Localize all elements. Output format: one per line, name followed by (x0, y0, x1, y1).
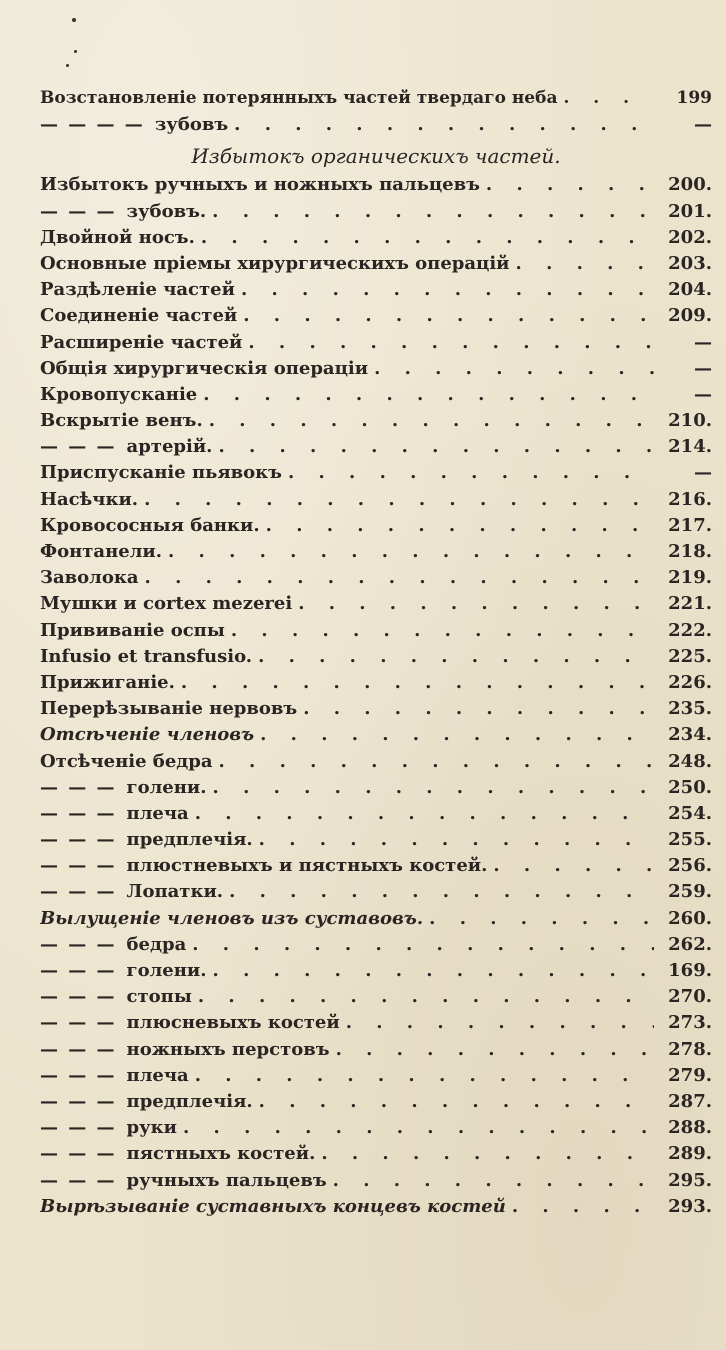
toc-page-number: 279. (668, 1064, 712, 1086)
toc-entry-title: Приспусканіе пьявокъ (40, 462, 282, 484)
toc-entry (40, 620, 712, 646)
ditto-dashes: — — — (40, 776, 117, 798)
toc-entry-title: ножныхъ перстовъ (126, 1038, 330, 1060)
toc-entry (40, 436, 712, 462)
toc-page-number: 254. (668, 802, 712, 824)
ditto-dashes: — — — (40, 436, 117, 458)
toc-entry-title: Лопатки. (126, 881, 224, 903)
toc-entry-title: артерій. (126, 436, 213, 458)
leader-dots (258, 646, 654, 667)
leader-dots (231, 620, 654, 641)
toc-page-number: 210. (668, 410, 712, 432)
leader-dots (219, 751, 654, 772)
ditto-dashes: — — — (40, 1012, 117, 1034)
ditto-dashes: — — — (40, 1117, 117, 1139)
toc-page-number: 202. (668, 226, 712, 248)
toc-page-number: 217. (668, 514, 712, 536)
leader-dots (195, 1065, 654, 1086)
ditto-dashes: — — — (40, 1038, 117, 1060)
toc-entry-title: стопы (126, 986, 192, 1008)
toc-entry-title: ручныхъ пальцевъ (126, 1169, 327, 1191)
toc-entry (40, 672, 712, 698)
leader-dots (181, 672, 654, 693)
toc-page-number: — (694, 462, 712, 484)
toc-page-number: 289. (668, 1143, 712, 1165)
toc-entry (40, 855, 712, 881)
leader-dots (234, 114, 654, 135)
toc-page-number: 209. (668, 305, 712, 327)
toc-entry-title: руки (126, 1117, 178, 1139)
toc-entry-title: Расширеніе частей (40, 331, 243, 353)
toc-entry (40, 174, 712, 200)
section-heading-text: Избытокъ органическихъ частей. (191, 144, 561, 169)
toc-entry (40, 646, 712, 672)
toc-entry (40, 881, 712, 907)
leader-dots (288, 462, 654, 483)
leader-dots (516, 253, 654, 274)
toc-page-number: 216. (668, 488, 712, 510)
ink-speck (74, 50, 77, 53)
toc-entry-title: Вылущеніе членовъ изъ суставовъ. (40, 907, 424, 929)
leader-dots (563, 88, 654, 108)
toc-entry-title: Раздѣленіе частей (40, 279, 235, 301)
toc-entry-title: зубовъ. (126, 200, 207, 222)
toc-page-number: — (694, 331, 712, 353)
toc-page-number: 255. (668, 829, 712, 851)
ditto-dashes: — — — (40, 829, 117, 851)
toc-entry (40, 1012, 712, 1038)
toc-entry-title: Мушки и cortex mezerei (40, 593, 293, 615)
leader-dots (259, 829, 654, 850)
toc-entry (40, 829, 712, 855)
leader-dots (203, 384, 654, 405)
ditto-dashes: — — — (40, 986, 117, 1008)
toc-page-number: 199 (676, 88, 712, 108)
leader-dots (145, 567, 654, 588)
toc-page-number: — (694, 383, 712, 405)
toc-page-number: 295. (668, 1169, 712, 1191)
toc-entry (40, 515, 712, 541)
toc-entry-title: Кровопусканіе (40, 383, 198, 405)
toc-entry (40, 777, 712, 803)
leader-dots (168, 541, 654, 562)
leader-dots (266, 515, 654, 536)
ditto-dashes: — — — (40, 802, 117, 824)
section-heading (40, 140, 712, 174)
toc-page-number: 226. (668, 671, 712, 693)
leader-dots (144, 489, 654, 510)
toc-entry-title: Отсѣченіе бедра (40, 750, 213, 772)
toc-entry-title: Фонтанели. (40, 541, 163, 562)
toc-entry (40, 724, 712, 750)
toc-entry (40, 114, 712, 140)
toc-page-number: 287. (668, 1090, 712, 1112)
toc-entry-title: предплечія. (126, 829, 253, 851)
toc-page-number: 278. (668, 1038, 712, 1060)
toc-page-number: 218. (668, 541, 712, 562)
ditto-dashes: — — — (40, 200, 117, 222)
leader-dots (213, 777, 654, 798)
toc-page-number: 260. (668, 907, 712, 929)
leader-dots (198, 986, 654, 1007)
toc-page-number: — (694, 114, 712, 136)
toc-entry (40, 489, 712, 515)
leader-dots (333, 1170, 654, 1191)
toc-entry (40, 410, 712, 436)
toc-entry-title: Возстановленіе потерянныхъ частей твердаго неба (40, 88, 558, 108)
toc-page-number: 288. (668, 1117, 712, 1139)
leader-dots (336, 1039, 654, 1060)
leader-dots (229, 881, 654, 902)
toc-entry (40, 279, 712, 305)
toc-entry-title: Infusio et transfusio. (40, 645, 253, 667)
ditto-dashes: — — — (40, 1143, 117, 1165)
toc-entry-title: Насѣчки. (40, 488, 139, 510)
leader-dots (243, 305, 654, 326)
toc-entry (40, 986, 712, 1012)
toc-entry-title: Заволока (40, 567, 139, 589)
leader-dots (241, 279, 654, 300)
ditto-dashes: — — — (40, 855, 117, 877)
toc-entry-title: плеча (126, 802, 189, 824)
toc-page-number: — (694, 357, 712, 379)
table-of-contents (40, 88, 712, 1222)
toc-page-number: 234. (668, 724, 712, 746)
leader-dots (209, 410, 654, 431)
toc-page-number: 293. (668, 1195, 712, 1217)
toc-entry (40, 201, 712, 227)
toc-entry-title: Прививаніе оспы (40, 619, 225, 641)
leader-dots (493, 855, 654, 876)
toc-entry (40, 803, 712, 829)
toc-page-number: 235. (668, 698, 712, 720)
toc-entry-title: пястныхъ костей. (126, 1143, 316, 1165)
toc-entry (40, 384, 712, 410)
toc-entry-title: Общія хирургическія операціи (40, 357, 369, 379)
leader-dots (260, 724, 654, 745)
toc-page-number: 256. (668, 855, 712, 877)
toc-entry (40, 305, 712, 331)
toc-entry-title: Отсѣченіе членовъ (40, 724, 255, 746)
toc-page-number: 201. (668, 200, 712, 222)
leader-dots (429, 908, 654, 929)
toc-page-number: 204. (668, 279, 712, 301)
toc-entry-title: плюстневыхъ и пястныхъ костей. (126, 855, 488, 877)
ditto-dashes: — — — (40, 960, 117, 981)
toc-entry (40, 934, 712, 960)
leader-dots (201, 227, 654, 248)
toc-entry-title: Перерѣзываніе нервовъ (40, 698, 298, 720)
toc-entry-title: Прижиганіе. (40, 671, 175, 693)
ditto-dashes: — — — (40, 1090, 117, 1112)
toc-entry (40, 358, 712, 384)
toc-page-number: 222. (668, 619, 712, 641)
leader-dots (213, 960, 654, 981)
toc-entry-title: Двойной носъ. (40, 226, 195, 248)
toc-entry-title: Соединеніе частей (40, 305, 238, 327)
toc-entry (40, 1039, 712, 1065)
toc-page-number: 214. (668, 436, 712, 458)
leader-dots (192, 934, 654, 955)
leader-dots (486, 174, 654, 195)
toc-entry-title: Основные пріемы хирургическихъ операцій (40, 252, 510, 274)
toc-entry-title: голени. (126, 776, 207, 798)
ditto-dashes: — — — (40, 933, 117, 955)
toc-entry (40, 1117, 712, 1143)
toc-entry (40, 1170, 712, 1196)
leader-dots (195, 803, 654, 824)
toc-page-number: 200. (668, 174, 712, 196)
toc-entry-title: предплечія. (126, 1090, 253, 1112)
toc-page-number: 169. (668, 960, 712, 981)
ditto-dashes: — — — (40, 1064, 117, 1086)
toc-entry (40, 1143, 712, 1169)
leader-dots (259, 1091, 654, 1112)
toc-page-number: 273. (668, 1012, 712, 1034)
toc-entry (40, 698, 712, 724)
toc-entry-title: Кровососныя банки. (40, 514, 260, 536)
ditto-dashes: — — — — (40, 114, 145, 136)
toc-entry (40, 960, 712, 986)
toc-page-number: 270. (668, 986, 712, 1008)
leader-dots (303, 698, 654, 719)
ditto-dashes: — — — (40, 1169, 117, 1191)
toc-entry (40, 593, 712, 619)
toc-page-number: 250. (668, 776, 712, 798)
ditto-dashes: — — — (40, 881, 117, 903)
leader-dots (321, 1143, 654, 1164)
toc-entry (40, 227, 712, 253)
leader-dots (218, 436, 654, 457)
toc-entry (40, 908, 712, 934)
toc-entry (40, 253, 712, 279)
toc-entry (40, 332, 712, 358)
toc-entry (40, 1065, 712, 1091)
toc-entry (40, 462, 712, 488)
toc-entry (40, 567, 712, 593)
toc-entry-title: плеча (126, 1064, 189, 1086)
toc-entry (40, 1196, 712, 1222)
toc-entry-title: бедра (126, 933, 187, 955)
toc-entry-title: плюсневыхъ костей (126, 1012, 340, 1034)
toc-page-number: 219. (668, 567, 712, 589)
toc-entry-title: зубовъ (154, 114, 229, 136)
leader-dots (298, 593, 654, 614)
toc-entry-title: голени. (126, 960, 207, 981)
leader-dots (512, 1196, 654, 1217)
toc-page-number: 248. (668, 750, 712, 772)
toc-page-number: 225. (668, 645, 712, 667)
leader-dots (248, 332, 654, 353)
toc-entry-title: Избытокъ ручныхъ и ножныхъ пальцевъ (40, 174, 480, 196)
leader-dots (346, 1012, 654, 1033)
toc-entry (40, 1091, 712, 1117)
leader-dots (374, 358, 654, 379)
leader-dots (212, 201, 654, 222)
toc-entry (40, 88, 712, 114)
leader-dots (183, 1117, 654, 1138)
toc-page-number: 203. (668, 252, 712, 274)
ink-speck (72, 18, 76, 22)
toc-entry-title: Вскрытіе венъ. (40, 410, 203, 432)
toc-page-number: 262. (668, 933, 712, 955)
ink-speck (66, 64, 69, 67)
toc-entry (40, 541, 712, 567)
toc-entry-title: Вырѣзываніе суставныхъ концевъ костей (40, 1195, 506, 1217)
toc-page-number: 221. (668, 593, 712, 615)
toc-page-number: 259. (668, 881, 712, 903)
toc-entry (40, 751, 712, 777)
